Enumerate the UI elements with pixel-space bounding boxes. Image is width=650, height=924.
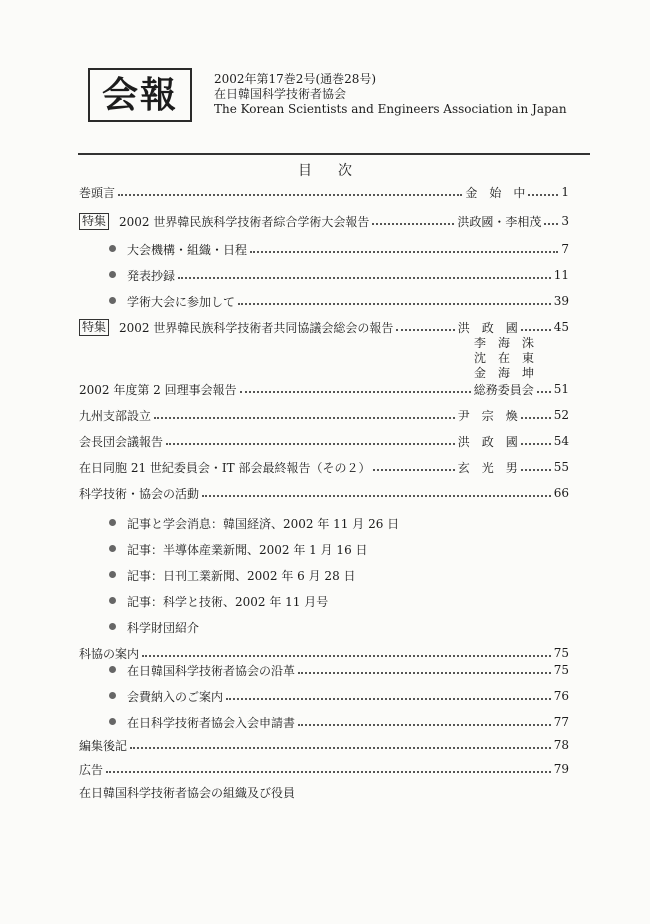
entry-title: 学術大会に参加して [127, 294, 236, 309]
toc-subentry[interactable] [127, 240, 569, 258]
entry-page: 51 [553, 382, 569, 396]
bullet-icon [109, 623, 116, 630]
entry-title: 編集後記 [79, 738, 128, 753]
toc-subentry[interactable] [127, 514, 399, 532]
entry-page: 52 [553, 408, 569, 422]
entry-author: 洪 政 國 [457, 434, 518, 449]
entry-title: 在日韓国科学技術者協会の組織及び役員 [79, 785, 296, 800]
toc-subentry[interactable] [127, 618, 199, 636]
entry-page: 76 [553, 689, 569, 703]
leader-dots [202, 495, 551, 497]
leader-dots [521, 417, 551, 419]
leader-dots [373, 469, 454, 471]
entry-page: 7 [561, 242, 569, 256]
entry-title: 巻頭言 [79, 185, 116, 200]
toc-subentry[interactable] [127, 592, 328, 610]
toc-subentry[interactable] [127, 540, 368, 558]
bullet-icon [109, 666, 116, 673]
entry-title: 会長団会議報告 [79, 434, 164, 449]
entry-page: 55 [553, 460, 569, 474]
entry-title: 2002 年度第 2 回理事会報告 [79, 382, 237, 397]
leader-dots [130, 747, 551, 749]
coauthor: 金 海 坤 [474, 366, 535, 380]
feature-tag: 特集 [79, 319, 109, 336]
feature-tag: 特集 [79, 213, 109, 230]
toc-title: 目次 [298, 163, 378, 179]
entry-title: 記事：科学と技術、2002 年 11 月号 [127, 594, 329, 609]
leader-dots [528, 194, 558, 196]
coauthor: 李 海 洙 [474, 336, 535, 350]
entry-title: 記事：日刊工業新聞、2002 年 6 月 28 日 [127, 568, 356, 583]
entry-author: 金 始 中 [465, 185, 526, 200]
bullet-icon [109, 245, 116, 252]
leader-dots [118, 194, 462, 196]
entry-author: 洪 政 國 [457, 320, 518, 335]
leader-dots [166, 443, 455, 445]
entry-page: 75 [553, 646, 569, 660]
org-name-jp: 在日韓国科学技術者協会 [214, 87, 347, 101]
bullet-icon [109, 297, 116, 304]
toc-entry[interactable] [79, 783, 295, 801]
issue-info: 2002年第17巻2号(通巻28号) [214, 72, 377, 86]
entry-author: 洪政國・李相茂 [457, 214, 542, 229]
bullet-icon [109, 519, 116, 526]
entry-page: 3 [561, 214, 569, 228]
entry-author: 総務委員会 [473, 382, 534, 397]
leader-dots [154, 417, 455, 419]
leader-dots [250, 251, 558, 253]
entry-page: 66 [553, 486, 569, 500]
toc-subentry[interactable] [127, 566, 356, 584]
entry-page: 11 [553, 268, 569, 282]
entry-title: 九州支部設立 [79, 408, 152, 423]
entry-title: 在日科学技術者協会入会申請書 [127, 715, 296, 730]
leader-dots [142, 655, 551, 657]
entry-page: 79 [553, 762, 569, 776]
toc-entry[interactable] [79, 380, 569, 398]
entry-page: 77 [553, 715, 569, 729]
bullet-icon [109, 545, 116, 552]
entry-title: 在日同胞 21 世紀委員会・IT 部会最終報告（その２） [79, 460, 371, 475]
masthead [214, 72, 567, 117]
toc-entry[interactable] [79, 644, 569, 662]
toc-subentry[interactable] [127, 292, 569, 310]
toc-entry[interactable] [79, 458, 569, 476]
leader-dots [298, 724, 551, 726]
leader-dots [396, 329, 454, 331]
toc-entry[interactable] [79, 406, 569, 424]
leader-dots [372, 223, 454, 225]
toc-entry[interactable] [79, 432, 569, 450]
leader-dots [106, 771, 551, 773]
entry-title: 大会機構・組織・日程 [127, 242, 248, 257]
toc-entry[interactable] [79, 736, 569, 754]
entry-title: 記事と学会消息：韓国経済、2002 年 11 月 26 日 [127, 516, 400, 531]
entry-title: 科学技術・協会の活動 [79, 486, 200, 501]
toc-entry[interactable] [79, 183, 569, 201]
entry-title: 記事：半導体産業新聞、2002 年 1 月 16 日 [127, 542, 368, 557]
leader-dots [544, 223, 558, 225]
coauthor: 沈 在 東 [474, 351, 535, 365]
entry-page: 54 [553, 434, 569, 448]
leader-dots [521, 329, 551, 331]
bullet-icon [109, 571, 116, 578]
bullet-icon [109, 692, 116, 699]
entry-title: 2002 世界韓民族科学技術者綜合学術大会報告 [119, 214, 370, 229]
header-rule [78, 153, 590, 155]
entry-title: 広告 [79, 762, 104, 777]
entry-title: 発表抄録 [127, 268, 176, 283]
leader-dots [178, 277, 551, 279]
toc-subentry[interactable] [127, 661, 569, 679]
leader-dots [238, 303, 551, 305]
entry-author: 尹 宗 煥 [457, 408, 518, 423]
entry-page: 39 [553, 294, 569, 308]
entry-page: 78 [553, 738, 569, 752]
leader-dots [240, 391, 471, 393]
toc-subentry[interactable] [127, 266, 569, 284]
entry-page: 1 [561, 185, 569, 199]
org-name-en: The Korean Scientists and Engineers Association in Japan [214, 102, 567, 116]
entry-author: 玄 光 男 [457, 460, 518, 475]
toc-entry[interactable] [79, 484, 569, 502]
toc-subentry[interactable] [127, 713, 569, 731]
entry-title: 2002 世界韓民族科学技術者共同協議会総会の報告 [119, 320, 394, 335]
toc-entry[interactable] [79, 760, 569, 778]
entry-title: 科学財団紹介 [127, 620, 200, 635]
bullet-icon [109, 718, 116, 725]
leader-dots [521, 469, 551, 471]
entry-title: 在日韓国科学技術者協会の沿革 [127, 663, 296, 678]
entry-title: 科協の案内 [79, 646, 140, 661]
bullet-icon [109, 271, 116, 278]
leader-dots [226, 698, 551, 700]
entry-page: 45 [553, 320, 569, 334]
logo-text: 会報 [101, 74, 178, 116]
leader-dots [537, 391, 551, 393]
entry-page: 75 [553, 663, 569, 677]
leader-dots [521, 443, 551, 445]
toc-subentry[interactable] [127, 687, 569, 705]
leader-dots [298, 672, 551, 674]
toc-entry-feature[interactable] [79, 212, 569, 230]
entry-title: 会費納入のご案内 [127, 689, 224, 704]
bullet-icon [109, 597, 116, 604]
logo [88, 68, 192, 122]
